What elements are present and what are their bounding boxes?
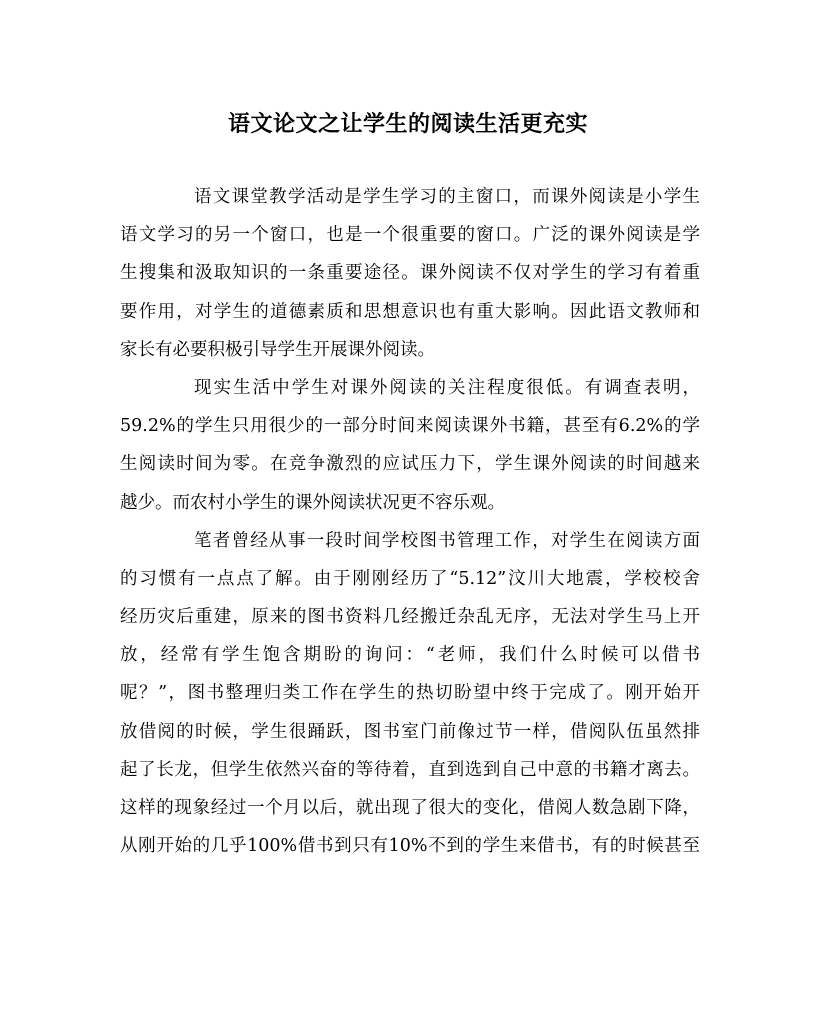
text-line: 笔者曾经从事一段时间学校图书管理工作，对学生在阅读方面 bbox=[194, 530, 700, 551]
document-title: 语文论文之让学生的阅读生活更充实 bbox=[227, 111, 588, 137]
text-line: 现实生活中学生对课外阅读的关注程度很低。有调查表明， bbox=[194, 377, 700, 398]
text-line: 这样的现象经过一个月以后，就出现了很大的变化，借阅人数急剧下降， bbox=[120, 798, 700, 818]
paragraph-3 bbox=[120, 522, 700, 866]
text-line: 放借阅的时候，学生很踊跃，图书室门前像过节一样，借阅队伍虽然排 bbox=[120, 721, 700, 742]
text-line: 生搜集和汲取知识的一条重要途径。课外阅读不仅对学生的学习有着重 bbox=[120, 263, 700, 284]
text-line: 语文学习的另一个窗口，也是一个很重要的窗口。广泛的课外阅读是学 bbox=[120, 225, 700, 246]
text-line: 家长有必要积极引导学生开展课外阅读。 bbox=[120, 339, 435, 360]
text-line: 起了长龙，但学生依然兴奋的等待着，直到选到自己中意的书籍才离去。 bbox=[120, 759, 700, 780]
document-body bbox=[120, 178, 700, 865]
text-line: 呢？”，图书整理归类工作在学生的热切盼望中终于完成了。刚开始开 bbox=[120, 683, 700, 704]
paragraph-1 bbox=[120, 178, 700, 369]
text-line: 语文课堂教学活动是学生学习的主窗口，而课外阅读是小学生 bbox=[194, 187, 700, 207]
paragraph-2 bbox=[120, 369, 700, 522]
text-line: 59.2%的学生只用很少的一部分时间来阅读课外书籍，甚至有6.2%的学 bbox=[120, 416, 700, 437]
text-line: 越少。而农村小学生的课外阅读状况更不容乐观。 bbox=[120, 492, 505, 513]
text-line: 经历灾后重建，原来的图书资料几经搬迁杂乱无序，无法对学生马上开 bbox=[120, 607, 700, 628]
text-line: 要作用，对学生的道德素质和思想意识也有重大影响。因此语文教师和 bbox=[120, 301, 700, 322]
text-line: 放，经常有学生饱含期盼的询问：“老师，我们什么时候可以借书 bbox=[120, 645, 700, 666]
text-line: 生阅读时间为零。在竞争激烈的应试压力下，学生课外阅读的时间越来 bbox=[120, 454, 700, 475]
text-line: 从刚开始的几乎100%借书到只有10%不到的学生来借书，有的时候甚至 bbox=[120, 836, 700, 857]
text-line: 的习惯有一点点了解。由于刚刚经历了“5.12”汶川大地震，学校校舍 bbox=[120, 568, 700, 589]
